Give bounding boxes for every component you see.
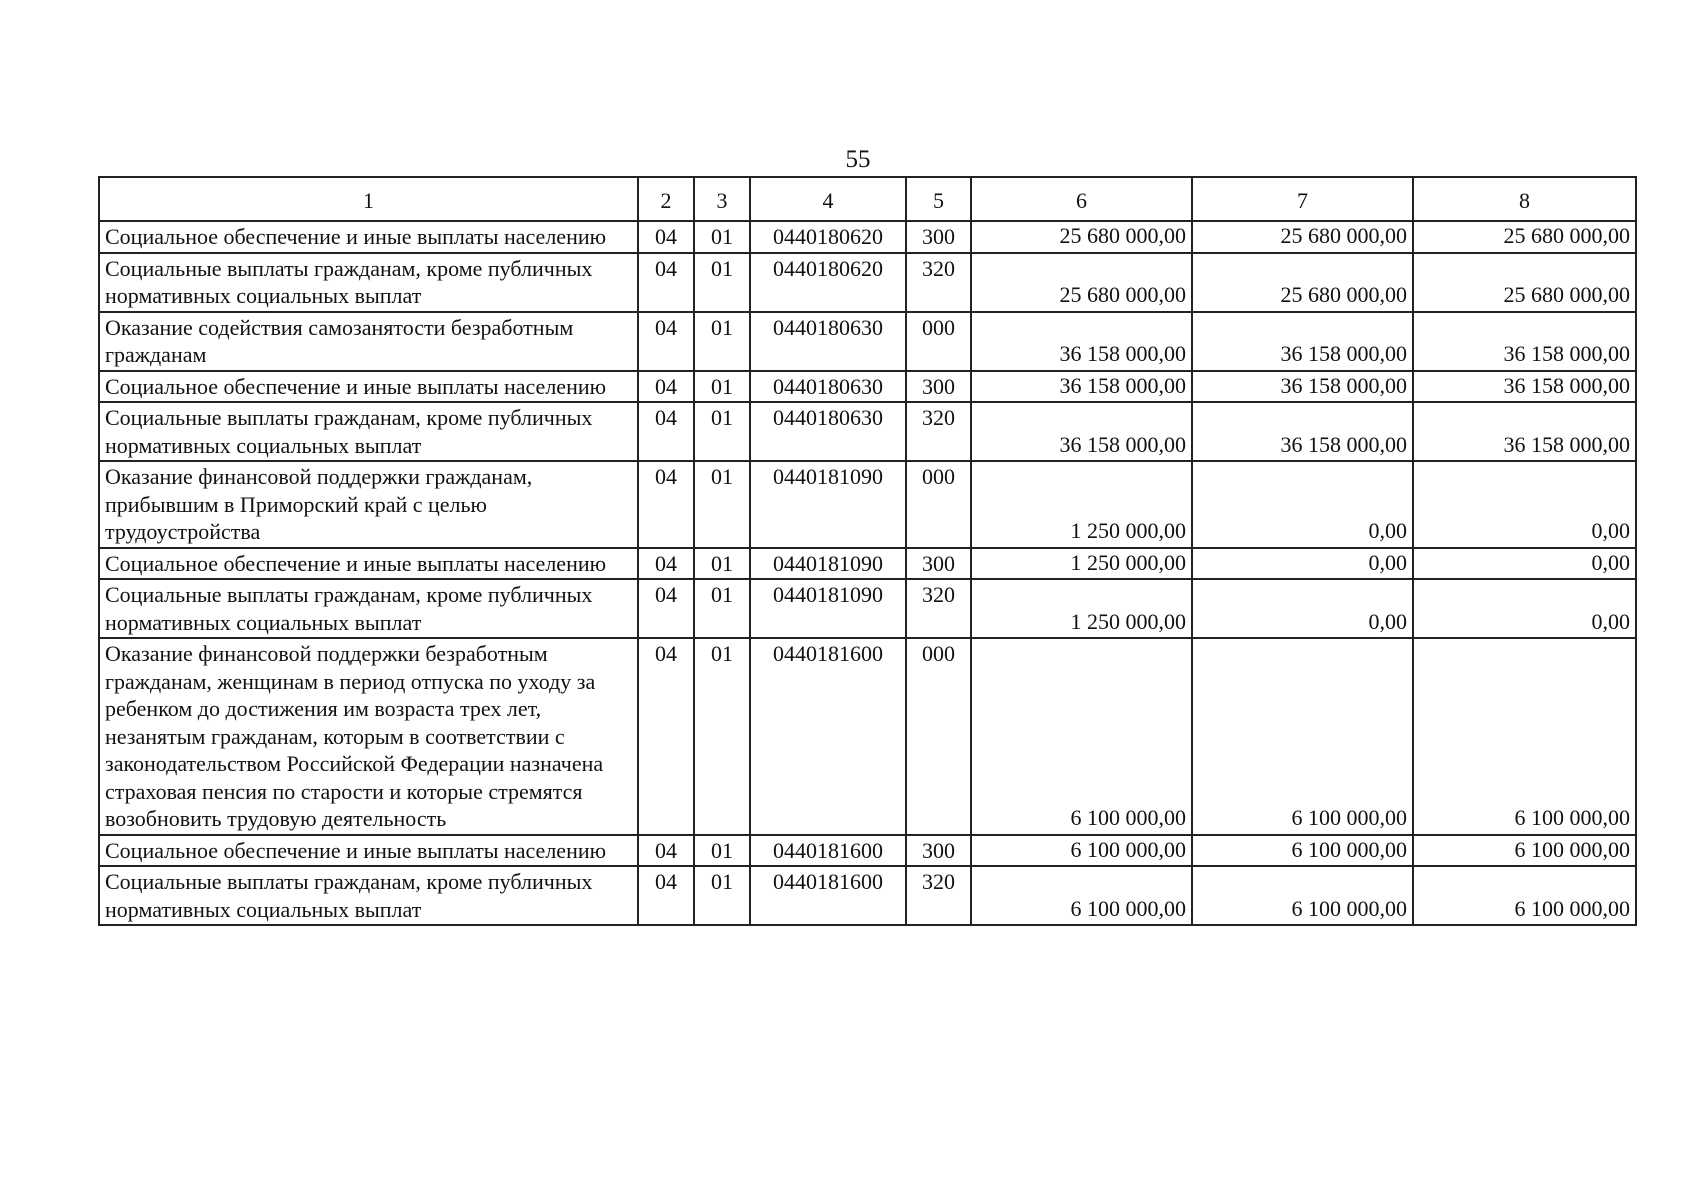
section-code: 04 bbox=[638, 548, 694, 580]
expense-name: Социальные выплаты гражданам, кроме публичных нормативных социальных выплат bbox=[99, 253, 638, 312]
expense-name: Оказание финансовой поддержки гражданам, прибывшим в Приморский край с целью трудоустройства bbox=[99, 461, 638, 548]
section-code: 04 bbox=[638, 866, 694, 925]
expense-name: Социальные выплаты гражданам, кроме публичных нормативных социальных выплат bbox=[99, 866, 638, 925]
target-article-code: 0440181090 bbox=[750, 579, 906, 638]
target-article-code: 0440181090 bbox=[750, 548, 906, 580]
header-cell-4: 4 bbox=[750, 177, 906, 221]
section-code: 04 bbox=[638, 638, 694, 835]
amount-col-6: 25 680 000,00 bbox=[971, 253, 1192, 312]
amount-col-7: 36 158 000,00 bbox=[1192, 371, 1413, 403]
amount-col-7: 0,00 bbox=[1192, 461, 1413, 548]
amount-col-8: 0,00 bbox=[1413, 461, 1636, 548]
header-cell-1: 1 bbox=[99, 177, 638, 221]
section-code: 04 bbox=[638, 835, 694, 867]
table-row bbox=[99, 579, 1636, 638]
table-row bbox=[99, 221, 1636, 253]
amount-col-8: 25 680 000,00 bbox=[1413, 253, 1636, 312]
table-body bbox=[99, 221, 1636, 925]
amount-col-8: 6 100 000,00 bbox=[1413, 866, 1636, 925]
amount-col-7: 25 680 000,00 bbox=[1192, 253, 1413, 312]
amount-col-7: 6 100 000,00 bbox=[1192, 638, 1413, 835]
amount-col-6: 25 680 000,00 bbox=[971, 221, 1192, 253]
target-article-code: 0440180620 bbox=[750, 253, 906, 312]
expense-type-code: 300 bbox=[906, 221, 971, 253]
target-article-code: 0440180620 bbox=[750, 221, 906, 253]
table-row bbox=[99, 835, 1636, 867]
amount-col-8: 0,00 bbox=[1413, 579, 1636, 638]
expense-name: Социальное обеспечение и иные выплаты населению bbox=[99, 371, 638, 403]
expense-name: Социальное обеспечение и иные выплаты населению bbox=[99, 835, 638, 867]
target-article-code: 0440181090 bbox=[750, 461, 906, 548]
target-article-code: 0440181600 bbox=[750, 638, 906, 835]
target-article-code: 0440181600 bbox=[750, 835, 906, 867]
amount-col-7: 6 100 000,00 bbox=[1192, 866, 1413, 925]
table-row bbox=[99, 461, 1636, 548]
table-row bbox=[99, 371, 1636, 403]
table-row bbox=[99, 312, 1636, 371]
amount-col-8: 25 680 000,00 bbox=[1413, 221, 1636, 253]
section-code: 04 bbox=[638, 312, 694, 371]
expense-name: Оказание содействия самозанятости безработным гражданам bbox=[99, 312, 638, 371]
budget-table bbox=[98, 176, 1637, 926]
amount-col-6: 36 158 000,00 bbox=[971, 402, 1192, 461]
amount-col-6: 6 100 000,00 bbox=[971, 835, 1192, 867]
header-cell-3: 3 bbox=[694, 177, 750, 221]
amount-col-6: 1 250 000,00 bbox=[971, 579, 1192, 638]
expense-type-code: 320 bbox=[906, 866, 971, 925]
amount-col-7: 25 680 000,00 bbox=[1192, 221, 1413, 253]
expense-type-code: 300 bbox=[906, 835, 971, 867]
amount-col-8: 6 100 000,00 bbox=[1413, 638, 1636, 835]
amount-col-8: 36 158 000,00 bbox=[1413, 312, 1636, 371]
expense-type-code: 000 bbox=[906, 312, 971, 371]
expense-name: Оказание финансовой поддержки безработным гражданам, женщинам в период отпуска по уходу за ребенком до достижения им возраста трех лет, незанятым гражданам, которым в соответствии с законодательством Российской Федерации назначена страховая пенсия по старости и которые стремятся возобновить трудовую деятельность bbox=[99, 638, 638, 835]
subsection-code: 01 bbox=[694, 579, 750, 638]
amount-col-8: 36 158 000,00 bbox=[1413, 402, 1636, 461]
amount-col-7: 36 158 000,00 bbox=[1192, 312, 1413, 371]
subsection-code: 01 bbox=[694, 866, 750, 925]
amount-col-7: 0,00 bbox=[1192, 579, 1413, 638]
expense-type-code: 000 bbox=[906, 461, 971, 548]
amount-col-7: 0,00 bbox=[1192, 548, 1413, 580]
target-article-code: 0440180630 bbox=[750, 312, 906, 371]
header-row bbox=[99, 177, 1636, 221]
subsection-code: 01 bbox=[694, 312, 750, 371]
target-article-code: 0440180630 bbox=[750, 402, 906, 461]
table-row bbox=[99, 638, 1636, 835]
subsection-code: 01 bbox=[694, 402, 750, 461]
amount-col-6: 36 158 000,00 bbox=[971, 312, 1192, 371]
expense-type-code: 000 bbox=[906, 638, 971, 835]
section-code: 04 bbox=[638, 579, 694, 638]
amount-col-6: 1 250 000,00 bbox=[971, 548, 1192, 580]
page-number: 55 bbox=[845, 146, 871, 173]
header-cell-7: 7 bbox=[1192, 177, 1413, 221]
table-row bbox=[99, 402, 1636, 461]
subsection-code: 01 bbox=[694, 253, 750, 312]
section-code: 04 bbox=[638, 253, 694, 312]
subsection-code: 01 bbox=[694, 371, 750, 403]
expense-type-code: 300 bbox=[906, 371, 971, 403]
subsection-code: 01 bbox=[694, 638, 750, 835]
amount-col-7: 36 158 000,00 bbox=[1192, 402, 1413, 461]
expense-name: Социальные выплаты гражданам, кроме публичных нормативных социальных выплат bbox=[99, 579, 638, 638]
section-code: 04 bbox=[638, 371, 694, 403]
target-article-code: 0440181600 bbox=[750, 866, 906, 925]
expense-type-code: 320 bbox=[906, 402, 971, 461]
expense-name: Социальное обеспечение и иные выплаты населению bbox=[99, 221, 638, 253]
header-cell-6: 6 bbox=[971, 177, 1192, 221]
subsection-code: 01 bbox=[694, 221, 750, 253]
expense-type-code: 300 bbox=[906, 548, 971, 580]
section-code: 04 bbox=[638, 221, 694, 253]
expense-type-code: 320 bbox=[906, 579, 971, 638]
table-row bbox=[99, 253, 1636, 312]
subsection-code: 01 bbox=[694, 548, 750, 580]
header-cell-2: 2 bbox=[638, 177, 694, 221]
table-row bbox=[99, 548, 1636, 580]
amount-col-8: 0,00 bbox=[1413, 548, 1636, 580]
expense-name: Социальное обеспечение и иные выплаты населению bbox=[99, 548, 638, 580]
header-cell-8: 8 bbox=[1413, 177, 1636, 221]
subsection-code: 01 bbox=[694, 461, 750, 548]
amount-col-6: 36 158 000,00 bbox=[971, 371, 1192, 403]
header-cell-5: 5 bbox=[906, 177, 971, 221]
amount-col-6: 1 250 000,00 bbox=[971, 461, 1192, 548]
section-code: 04 bbox=[638, 402, 694, 461]
amount-col-6: 6 100 000,00 bbox=[971, 638, 1192, 835]
amount-col-8: 36 158 000,00 bbox=[1413, 371, 1636, 403]
table-row bbox=[99, 866, 1636, 925]
subsection-code: 01 bbox=[694, 835, 750, 867]
amount-col-7: 6 100 000,00 bbox=[1192, 835, 1413, 867]
expense-name: Социальные выплаты гражданам, кроме публичных нормативных социальных выплат bbox=[99, 402, 638, 461]
target-article-code: 0440180630 bbox=[750, 371, 906, 403]
expense-type-code: 320 bbox=[906, 253, 971, 312]
amount-col-6: 6 100 000,00 bbox=[971, 866, 1192, 925]
amount-col-8: 6 100 000,00 bbox=[1413, 835, 1636, 867]
section-code: 04 bbox=[638, 461, 694, 548]
